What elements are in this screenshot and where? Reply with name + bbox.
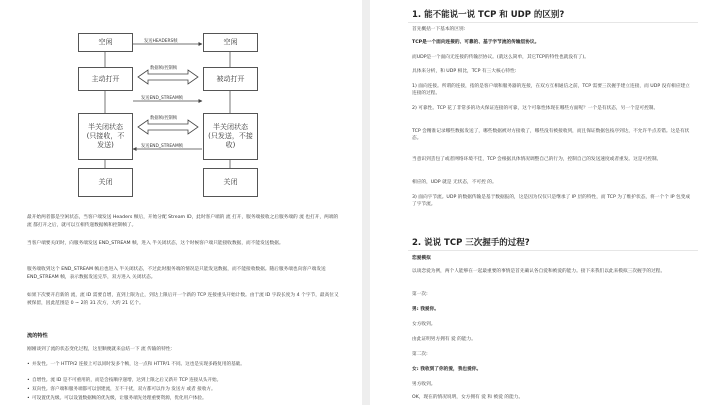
right-state-closed: 关闭	[203, 168, 258, 197]
paragraph: 具体来分析，和 UDP 相比，TCP 有三大核心特性:	[412, 69, 517, 74]
list-item: • 自增性。流 ID 是不可重用的，而是会按顺序递增，达到上限之后又新开 TCP 连接从头开始。	[32, 377, 332, 384]
paragraph: 男: 我爱你。	[412, 307, 439, 312]
paragraph: 女: 我收到了你的爱，我也爱你。	[412, 367, 482, 372]
paragraph: 女方收到。	[412, 322, 436, 327]
paragraph: 当意识到丢包了或者网络环境不佳，TCP 会根据具体情况调整自己的行为，控制自己的发送速度或者重发。这是可控制。	[412, 157, 662, 162]
left-state-idle: 空闲	[78, 33, 133, 52]
paragraph: 而UDP是一个面向无连接的传输层协议。(就这么简单，其它TCP的特性也就没有了)。	[412, 55, 589, 60]
paragraph: 恋爱模拟	[412, 256, 431, 261]
paragraph: 1) 面向连接。所谓的连接，指的是客户端和服务器的连接，在双方互相通信之前，TCP 需要三次握手建立连接，而 UDP 没有相应建立连接的过程。	[412, 84, 690, 97]
left-state-half-closed: 半关闭状态 (只接收，不 发送)	[78, 113, 133, 160]
list-item: • 并发性。一个 HTTP/2 连接上可以同时发多个帧，这一点和 HTTP/1 不同。这也是实现多路复用的基础。	[32, 361, 332, 368]
label-end-stream-1: 发送END_STREAM帧	[141, 96, 183, 101]
left-state-open: 主动打开	[78, 67, 133, 91]
label-send-headers: 发送HEADERS帧	[144, 39, 178, 44]
paragraph: TCP 会精准记录哪些数据发送了，哪些数据被对方接收了，哪些没有被接收到，而且保证数据包按序到达，不允许半点差错。这是有状态。	[412, 129, 690, 142]
paragraph: 由此证明男方拥有 爱 的能力。	[412, 337, 476, 342]
label-data-frames-2: 数据帧/控制帧	[150, 116, 178, 121]
paragraph: OK，现在的情况说明，女方拥有 爱 和 被爱 的能力。	[412, 395, 524, 400]
paragraph: 男方收到。	[412, 382, 436, 387]
right-state-half-closed: 半关闭状态 (只发送，不接 收)	[203, 113, 258, 160]
stream-state-diagram	[78, 25, 278, 203]
paragraph: 3) 面向字节流。UDP 的数据传输是基于数据报的，这是因为仅仅只是继承了 IP 层的特性，而 TCP 为了维护状态，将一个个 IP 包变成了字节流。	[412, 195, 691, 208]
paragraph: 第二次:	[412, 352, 428, 357]
paragraph: 服务端收到这个 END_STREAM 帧后也进入 半关闭状态，不过此时服务端的情况是只能发送数据，而不能接收数据。随后服务端也向客户端发送 END_STREAM 帧，表示数据发送完毕，双方进入 关闭状态。	[27, 267, 326, 280]
label-data-frames-1: 数据帧/控制帧	[150, 66, 178, 71]
paragraph: 首先概括一下基本的区别:	[412, 27, 466, 32]
section-heading: 流的特性	[27, 333, 48, 339]
heading-divider	[408, 22, 698, 23]
heading-divider	[408, 250, 698, 251]
list-item: • 可设置优先级。可以设置数据帧的优先级，让服务端先处理重要资源，优化用户体验。	[32, 395, 332, 402]
paragraph: 如果下次要开启新的 流，流 ID 需要自增，直到上限为止，到达上限后开一个新的 TCP 连接重头开始计数。由于流 ID 字段长度为 4 个字节，最高位又被保留，因此范围是 0 ~ 2的 31 次方，大约 21 亿个。	[27, 293, 339, 306]
section-heading: 1. 能不能说一说 TCP 和 UDP 的区别?	[412, 10, 565, 20]
section-heading: 2. 说说 TCP 三次握手的过程?	[412, 238, 530, 248]
right-state-idle: 空闲	[203, 33, 258, 52]
paragraph: 最开始两者都是空闲状态，当客户端发送 Headers 帧后，开始分配 Stream ID，此时客户端的 流 打开，服务端接收之后服务端的 流 也打开，两端的 流 都打开之后，就可以互相传递数据帧和控制帧了。	[27, 215, 339, 228]
right-state-open: 被动打开	[203, 67, 258, 91]
paragraph: TCP是一个面向连接的、可靠的、基于字节流的传输层协议。	[412, 40, 540, 45]
paragraph: 第一次:	[412, 292, 428, 297]
paragraph: 2) 可靠性。TCP 花了非常多的功夫保证连接的可靠，这个可靠性体现在哪些方面呢？一个是有状态，另一个是可控制。	[412, 106, 659, 111]
paragraph: 当客户端要关闭时，向服务端发送 END_STREAM 帧，进入 半关闭状态，这个时候客户端只能接收数据，而不能发送数据。	[27, 241, 284, 246]
list-item: • 双向性。客户端和服务端都可以创建流，互不干扰，双方都可以作为 发送方 或者 接收方。	[32, 386, 332, 393]
paragraph: 刚刚谈到了流的状态变化过程，这里顺便就来总结一下 流 传输的特性：	[27, 347, 176, 352]
paragraph: 相应的，UDP 就是 无状态，不可控 的。	[412, 180, 497, 185]
label-end-stream-2: 发送END_STREAM帧	[141, 144, 183, 149]
left-state-closed: 关闭	[78, 168, 133, 197]
paragraph: 以谈恋爱为例，两个人能够在一起最重要的事情是首先确认各自爱和被爱的能力。接下来我们以此来模拟三次握手的过程。	[412, 269, 666, 274]
page-gutter	[362, 0, 370, 405]
